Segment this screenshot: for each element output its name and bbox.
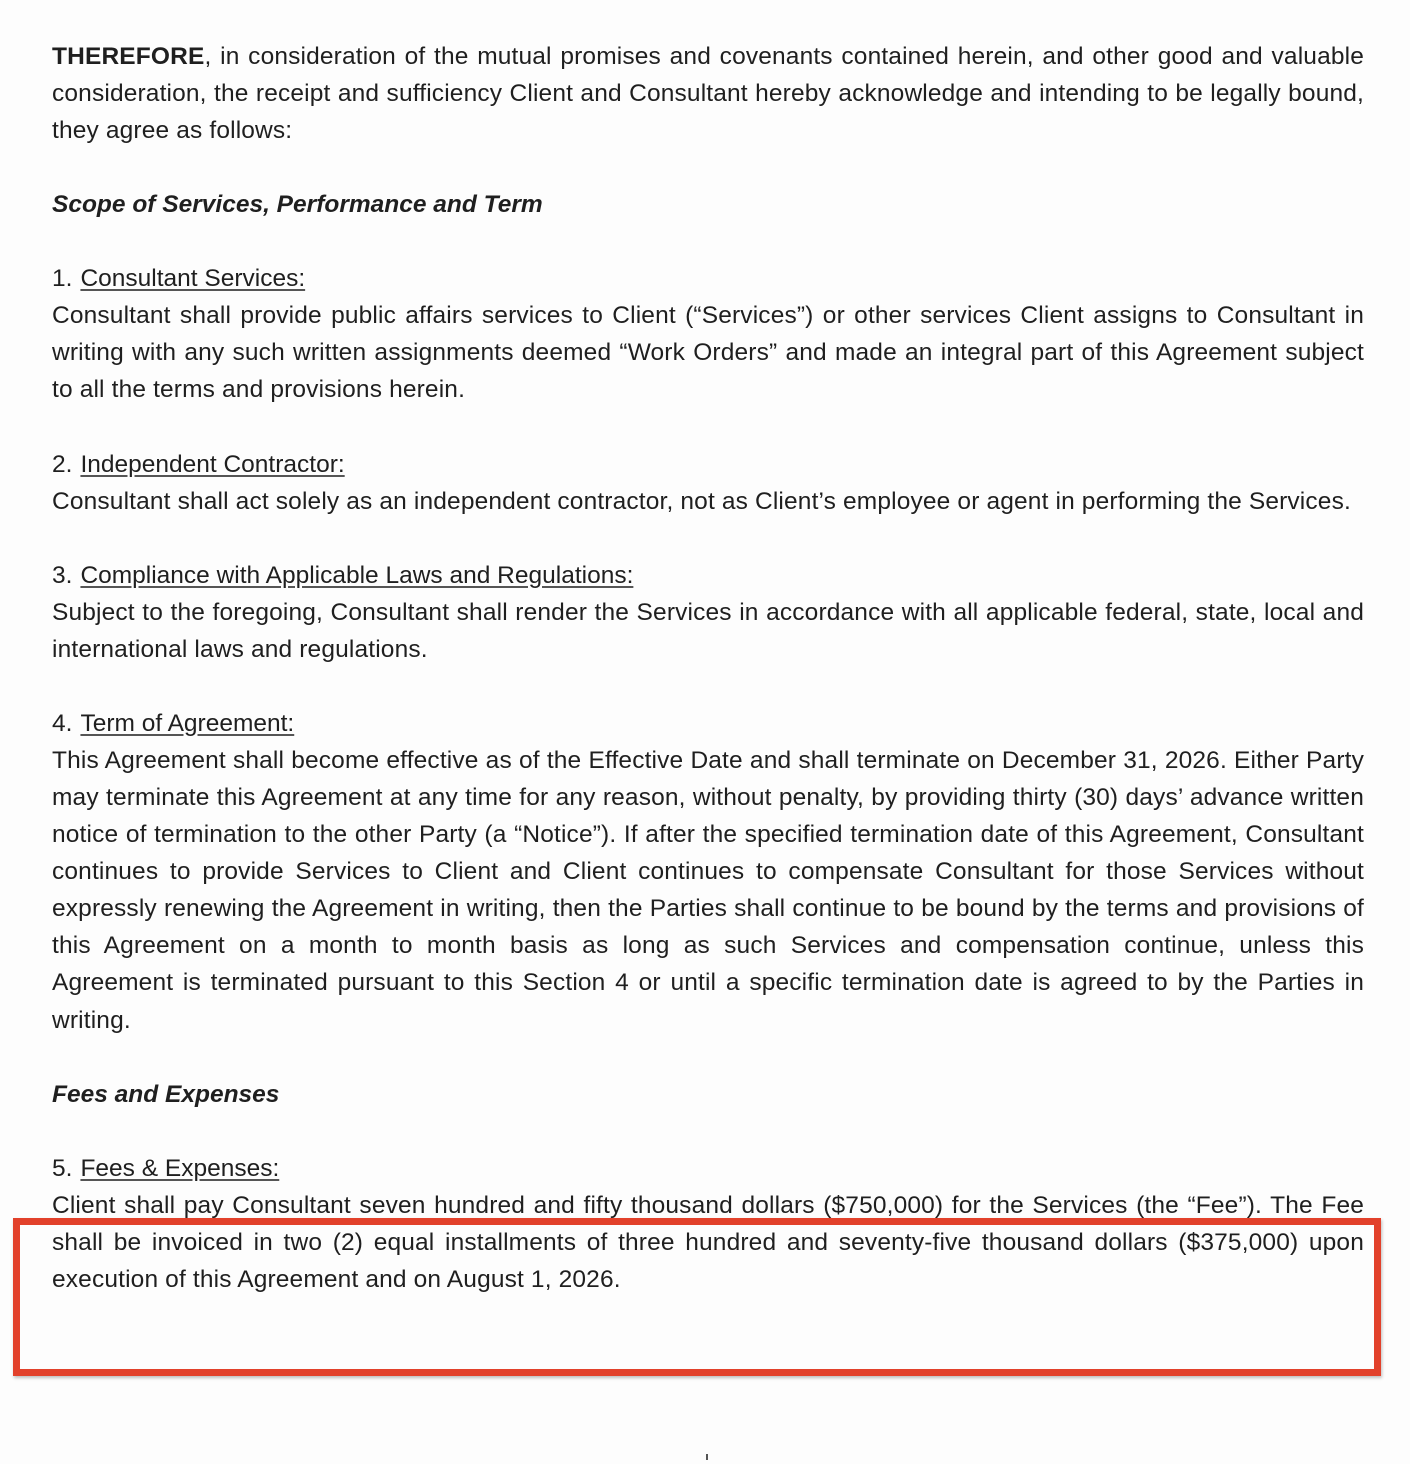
clause-5 bbox=[52, 1150, 1364, 1298]
clause-title bbox=[52, 446, 1364, 483]
clause-title-text: Fees & Expenses: bbox=[80, 1154, 280, 1182]
clause-body: Consultant shall provide public affairs services to Client (“Services”) or other services Client assigns to Consultant in writing with any such written assignments deemed “Work Orders” and made an integral part of this Agreement subject to all the terms and provisions herein. bbox=[52, 302, 1364, 404]
clause-title-text: Consultant Services: bbox=[80, 265, 306, 293]
clause-number: 2. bbox=[52, 450, 73, 478]
document-page bbox=[52, 38, 1364, 1298]
clause-title bbox=[52, 260, 1364, 297]
clause-3 bbox=[52, 557, 1364, 668]
clause-body: Consultant shall act solely as an independent contractor, not as Client’s employee or agent in performing the Services. bbox=[52, 487, 1351, 515]
preamble-paragraph bbox=[52, 38, 1364, 149]
clause-4 bbox=[52, 705, 1364, 1039]
clause-body: Subject to the foregoing, Consultant shall render the Services in accordance with all applicable federal, state, local and international laws and regulations. bbox=[52, 598, 1364, 663]
clause-number: 5. bbox=[52, 1154, 73, 1182]
clause-number: 4. bbox=[52, 709, 73, 737]
clause-2 bbox=[52, 446, 1364, 520]
preamble-text: , in consideration of the mutual promises and covenants contained herein, and other good and valuable consideration, the receipt and sufficiency Client and Consultant hereby acknowledge and intending to be legally bound, they agree as follows: bbox=[52, 43, 1364, 145]
clause-number: 1. bbox=[52, 265, 73, 293]
clause-title-text: Term of Agreement: bbox=[80, 709, 295, 737]
clause-1 bbox=[52, 260, 1364, 408]
section-heading-scope: Scope of Services, Performance and Term bbox=[52, 191, 543, 219]
clause-title bbox=[52, 705, 1364, 742]
section-heading-fees: Fees and Expenses bbox=[52, 1080, 280, 1108]
clause-title-text: Independent Contractor: bbox=[80, 450, 345, 478]
clause-title bbox=[52, 557, 1364, 594]
clause-body: This Agreement shall become effective as of the Effective Date and shall terminate on December 31, 2026. Either Party may terminate this Agreement at any time for any reason, without penalty, by providing thirty (30) days’ advance written notice of termination to the other Party (a “Notice”). If after the specified termination date of this Agreement, Consultant continues to provide Services to Client and Client continues to compensate Consultant for those Services without expressly renewing the Agreement in writing, then the Parties shall continue to be bound by the terms and provisions of this Agreement on a month to month basis as long as such Services and compensation continue, unless this Agreement is terminated pursuant to this Section 4 or until a specific termination date is agreed to by the Parties in writing. bbox=[52, 746, 1364, 1034]
clause-body: Client shall pay Consultant seven hundred and fifty thousand dollars ($750,000) for the Services (the “Fee”). The Fee shall be invoiced in two (2) equal installments of three hundred and seventy-five thousand dollars ($375,000) upon execution of this Agreement and on August 1, 2026. bbox=[52, 1191, 1364, 1293]
clause-title bbox=[52, 1150, 1364, 1187]
preamble-lead: THEREFORE bbox=[52, 43, 205, 70]
clause-number: 3. bbox=[52, 561, 73, 589]
clause-title-text: Compliance with Applicable Laws and Regulations: bbox=[80, 561, 634, 589]
page-mark bbox=[706, 1454, 708, 1460]
